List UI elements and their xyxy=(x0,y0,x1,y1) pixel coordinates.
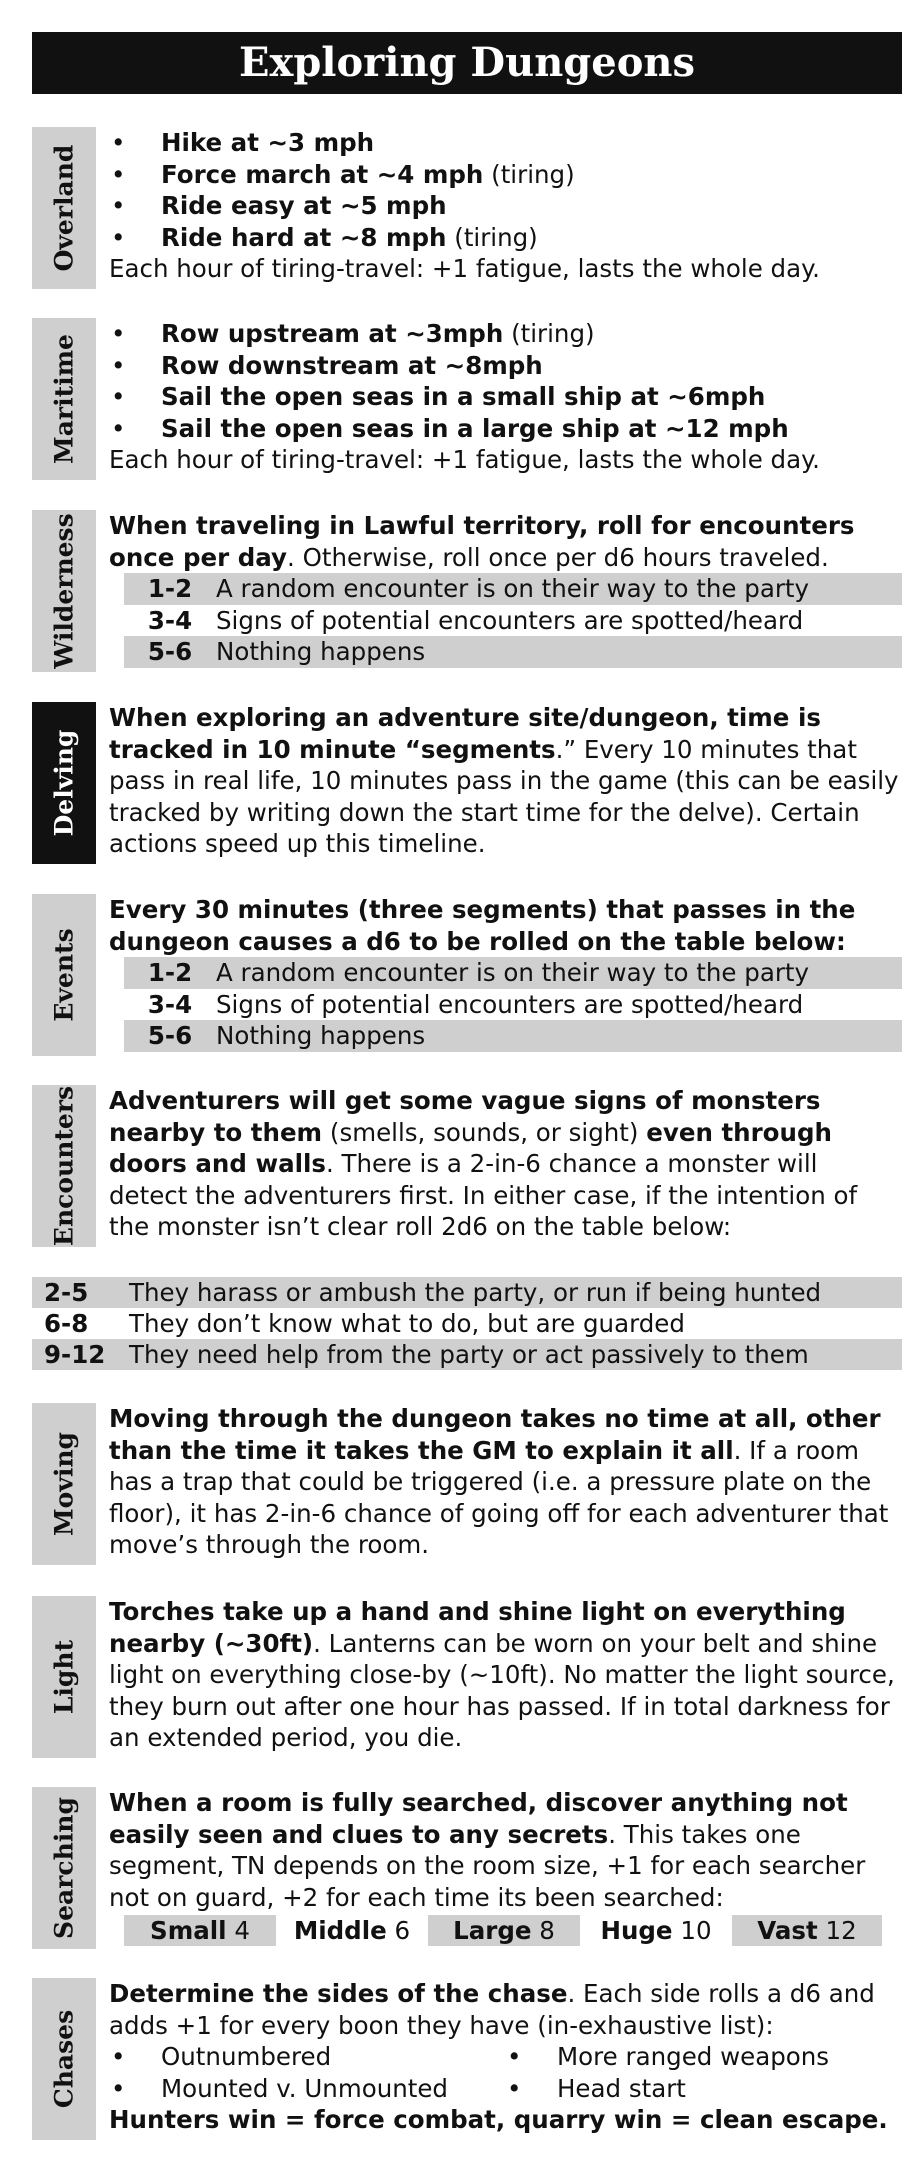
section-content xyxy=(109,510,902,668)
tab-moving xyxy=(32,1403,96,1565)
section-searching xyxy=(32,1787,902,1949)
intro-text: Every 30 minutes (three segments) that passes in the dungeon causes a d6 to be rolled on the table below: xyxy=(109,895,856,956)
reaction-table xyxy=(32,1277,902,1370)
event-table xyxy=(124,957,902,1052)
section-delving xyxy=(32,702,902,864)
table-row: 5-6 Nothing happens xyxy=(124,1020,902,1052)
table-row: 2-5 They harass or ambush the party, or run if being hunted xyxy=(32,1277,902,1308)
room-size-table xyxy=(124,1915,902,1946)
table-row: 3-4 Signs of potential encounters are spotted/heard xyxy=(147,989,804,1019)
tab-chases xyxy=(32,1978,96,2140)
boon-column-right xyxy=(505,2041,901,2104)
travel-list xyxy=(109,127,902,253)
tab-label: Encounters xyxy=(49,1085,79,1247)
page-title: Exploring Dungeons xyxy=(32,32,902,94)
chase-result: Hunters win = force combat, quarry win = clean escape. xyxy=(109,2105,888,2134)
travel-list xyxy=(109,318,902,444)
section-moving xyxy=(32,1403,902,1565)
section-content xyxy=(109,702,902,860)
list-item: • Sail the open seas in a small ship at ~6mph xyxy=(109,381,902,413)
tab-label: Searching xyxy=(49,1797,79,1939)
tab-label: Overland xyxy=(49,144,79,272)
table-row: 6-8 They don’t know what to do, but are guarded xyxy=(44,1309,685,1338)
section-overland xyxy=(32,127,902,289)
fatigue-note: Each hour of tiring-travel: +1 fatigue, lasts the whole day. xyxy=(109,445,820,474)
intro-text: Torches take up a hand and shine light on everything nearby (~30ft). Lanterns can be worn on your belt and shine light on everything close-by (~10ft). No matter the light source, they burn out after one hour has passed. If in total darkness for an extended period, you die. xyxy=(109,1597,895,1752)
tab-overland xyxy=(32,127,96,289)
section-content xyxy=(109,894,902,1052)
list-item: • Mounted v. Unmounted xyxy=(109,2073,505,2105)
boon-column-left xyxy=(109,2041,505,2104)
size-cell: Vast 12 xyxy=(732,1915,882,1946)
list-item: • Force march at ~4 mph (tiring) xyxy=(109,159,902,191)
section-content xyxy=(109,1403,902,1561)
tab-encounters xyxy=(32,1085,96,1247)
list-item: • More ranged weapons xyxy=(505,2041,901,2073)
size-cell: Huge 10 xyxy=(600,1916,712,1945)
tab-label: Wilderness xyxy=(49,513,79,669)
tab-delving xyxy=(32,702,96,864)
list-item: • Sail the open seas in a large ship at ~12 mph xyxy=(109,413,902,445)
section-content xyxy=(109,1787,902,1946)
tab-label: Moving xyxy=(49,1431,79,1537)
section-content xyxy=(109,127,902,285)
list-item: • Ride easy at ~5 mph xyxy=(109,190,902,222)
intro-text: Determine the sides of the chase. Each side rolls a d6 and adds +1 for every boon they have (in-exhaustive list): xyxy=(109,1979,875,2040)
list-item: • Head start xyxy=(505,2073,901,2105)
size-cell: Small 4 xyxy=(124,1915,276,1946)
list-item: • Hike at ~3 mph xyxy=(109,127,902,159)
tab-label: Light xyxy=(49,1639,79,1715)
intro-text: Adventurers will get some vague signs of monsters nearby to them (smells, sounds, or sight) even through doors and walls. There is a 2-in-6 chance a monster will detect the adventurers first. In either case, if the intention of the monster isn’t clear roll 2d6 on the table below: xyxy=(109,1086,858,1241)
section-content xyxy=(109,1085,902,1243)
list-item: • Row downstream at ~8mph xyxy=(109,350,902,382)
tab-events xyxy=(32,894,96,1056)
table-row: 5-6 Nothing happens xyxy=(124,636,902,668)
section-content xyxy=(109,1978,902,2136)
tab-light xyxy=(32,1596,96,1758)
section-wilderness xyxy=(32,510,902,672)
section-light xyxy=(32,1596,902,1758)
tab-maritime xyxy=(32,318,96,480)
list-item: • Row upstream at ~3mph (tiring) xyxy=(109,318,902,350)
table-row: 3-4 Signs of potential encounters are spotted/heard xyxy=(147,605,804,635)
boon-list xyxy=(109,2041,902,2104)
fatigue-note: Each hour of tiring-travel: +1 fatigue, lasts the whole day. xyxy=(109,254,820,283)
tab-label: Events xyxy=(49,928,79,1022)
encounter-table xyxy=(124,573,902,668)
section-content xyxy=(109,318,902,476)
size-cell: Large 8 xyxy=(428,1915,580,1946)
list-item: • Ride hard at ~8 mph (tiring) xyxy=(109,222,902,254)
intro-text: When traveling in Lawful territory, roll for encounters once per day. Otherwise, roll once per d6 hours traveled. xyxy=(109,511,855,572)
section-content xyxy=(109,1596,902,1754)
tab-label: Chases xyxy=(49,2009,79,2109)
table-row: 1-2 A random encounter is on their way to the party xyxy=(124,957,902,989)
section-maritime xyxy=(32,318,902,480)
tab-wilderness xyxy=(32,510,96,672)
section-chases xyxy=(32,1978,902,2140)
list-item: • Outnumbered xyxy=(109,2041,505,2073)
section-encounters xyxy=(32,1085,902,1247)
table-row: 9-12 They need help from the party or act passively to them xyxy=(32,1339,902,1370)
tab-searching xyxy=(32,1787,96,1949)
size-cell: Middle 6 xyxy=(293,1916,411,1945)
section-events xyxy=(32,894,902,1056)
table-row: 1-2 A random encounter is on their way to the party xyxy=(124,573,902,605)
intro-text: When a room is fully searched, discover anything not easily seen and clues to any secrets. This takes one segment, TN depends on the room size, +1 for each searcher not on guard, +2 for each time its been searched: xyxy=(109,1788,866,1912)
intro-text: Moving through the dungeon takes no time at all, other than the time it takes the GM to explain it all. If a room has a trap that could be triggered (i.e. a pressure plate on the floor), it has 2-in-6 chance of going off for each adventurer that move’s through the room. xyxy=(109,1404,889,1559)
tab-label: Maritime xyxy=(49,334,79,464)
tab-label: Delving xyxy=(49,729,79,837)
intro-text: When exploring an adventure site/dungeon, time is tracked in 10 minute “segments.” Every 10 minutes that pass in real life, 10 minutes pass in the game (this can be easily tracked by writing down the start time for the delve). Certain actions speed up this timeline. xyxy=(109,703,899,858)
